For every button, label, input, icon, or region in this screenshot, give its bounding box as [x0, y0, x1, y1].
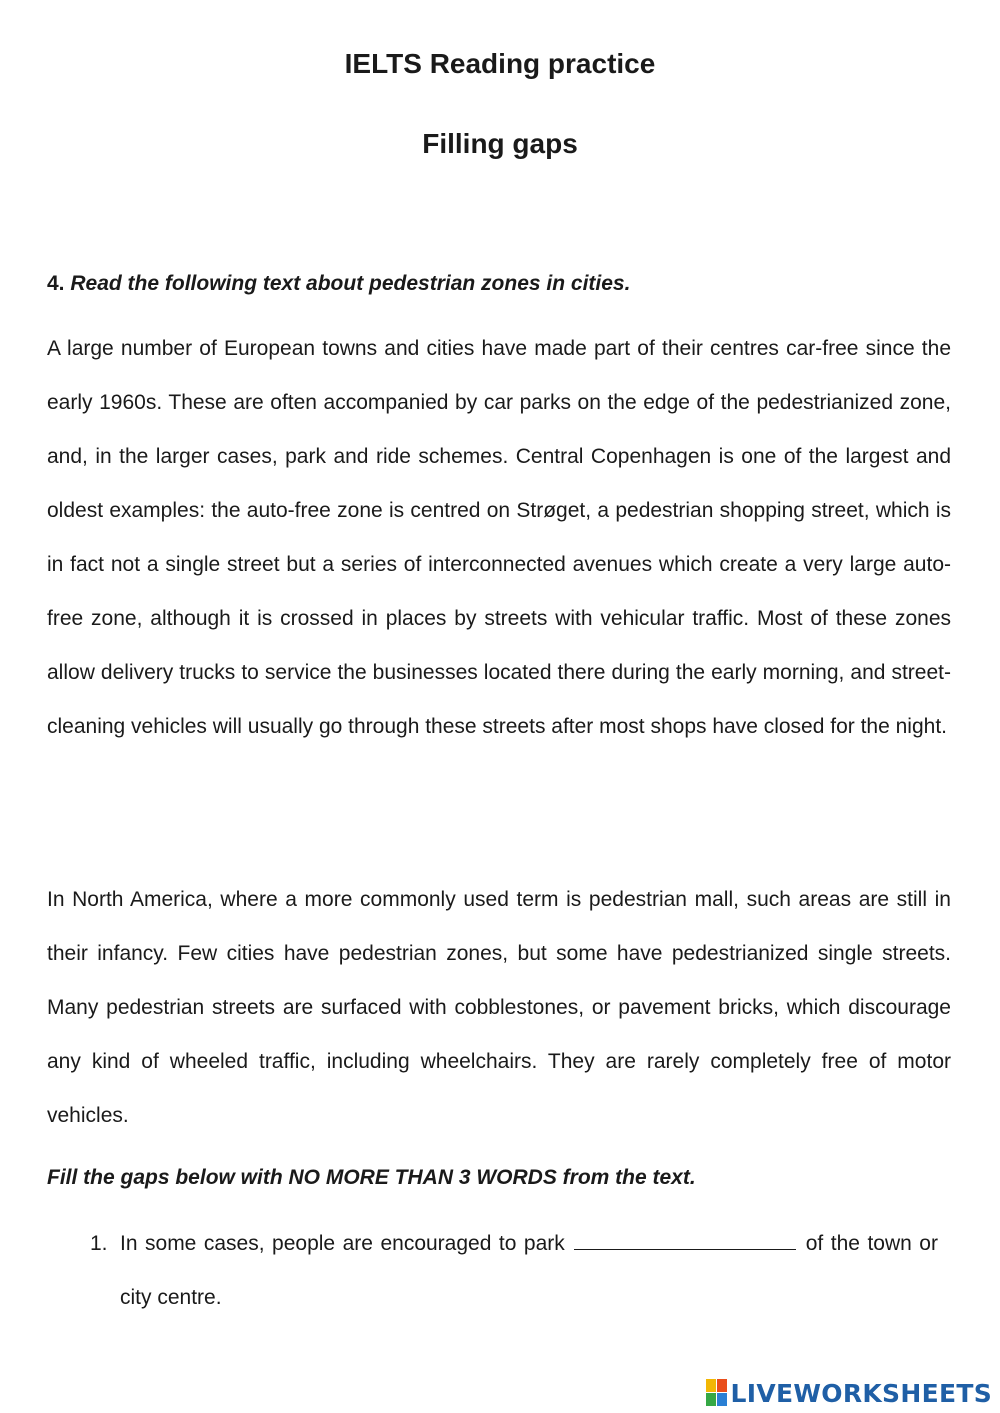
- brand-name: LIVEWORKSHEETS: [730, 1378, 992, 1408]
- liveworksheets-brand[interactable]: [706, 1375, 992, 1411]
- gap-fill-instruction: Fill the gaps below with NO MORE THAN 3 WORDS from the text.: [47, 1166, 696, 1189]
- question-text-before: In some cases, people are encouraged to park: [120, 1232, 565, 1255]
- instruction-text: Read the following text about pedestrian zones in cities.: [70, 272, 631, 295]
- question-number: 1.: [90, 1232, 108, 1255]
- question-text-after: of the town or city centre.: [120, 1232, 938, 1309]
- passage-paragraph-2: In North America, where a more commonly used term is pedestrian mall, such areas are still in their infancy. Few cities have pedestrian zones, but some have pedestrianized single streets. Many pedestrian streets are surfaced with cobblestones, or pavement bricks, which discourage any kind of wheeled traffic, including wheelchairs. They are rarely completely free of motor vehicles.: [47, 888, 951, 1127]
- question-list: [90, 1217, 938, 1325]
- page-title: IELTS Reading practice: [344, 48, 656, 79]
- question-item: [90, 1217, 938, 1325]
- reading-instruction: [47, 268, 630, 300]
- passage-paragraph-1: A large number of European towns and cities have made part of their centres car-free since the early 1960s. These are often accompanied by car parks on the edge of the pedestrianized zone, and, in the larger cases, park and ride schemes. Central Copenhagen is one of the largest and oldest examples: the auto-free zone is centred on Strøget, a pedestrian shopping street, which is in fact not a single street but a series of interconnected avenues which create a very large auto-free zone, although it is crossed in places by streets with vehicular traffic. Most of these zones allow delivery trucks to service the businesses located there during the early morning, and street-cleaning vehicles will usually go through these streets after most shops have closed for the night.: [47, 337, 951, 738]
- instruction-number: 4.: [47, 272, 65, 295]
- answer-gap-input[interactable]: [574, 1229, 796, 1250]
- page-subtitle: Filling gaps: [422, 128, 578, 159]
- liveworksheets-logo-icon: [706, 1379, 728, 1407]
